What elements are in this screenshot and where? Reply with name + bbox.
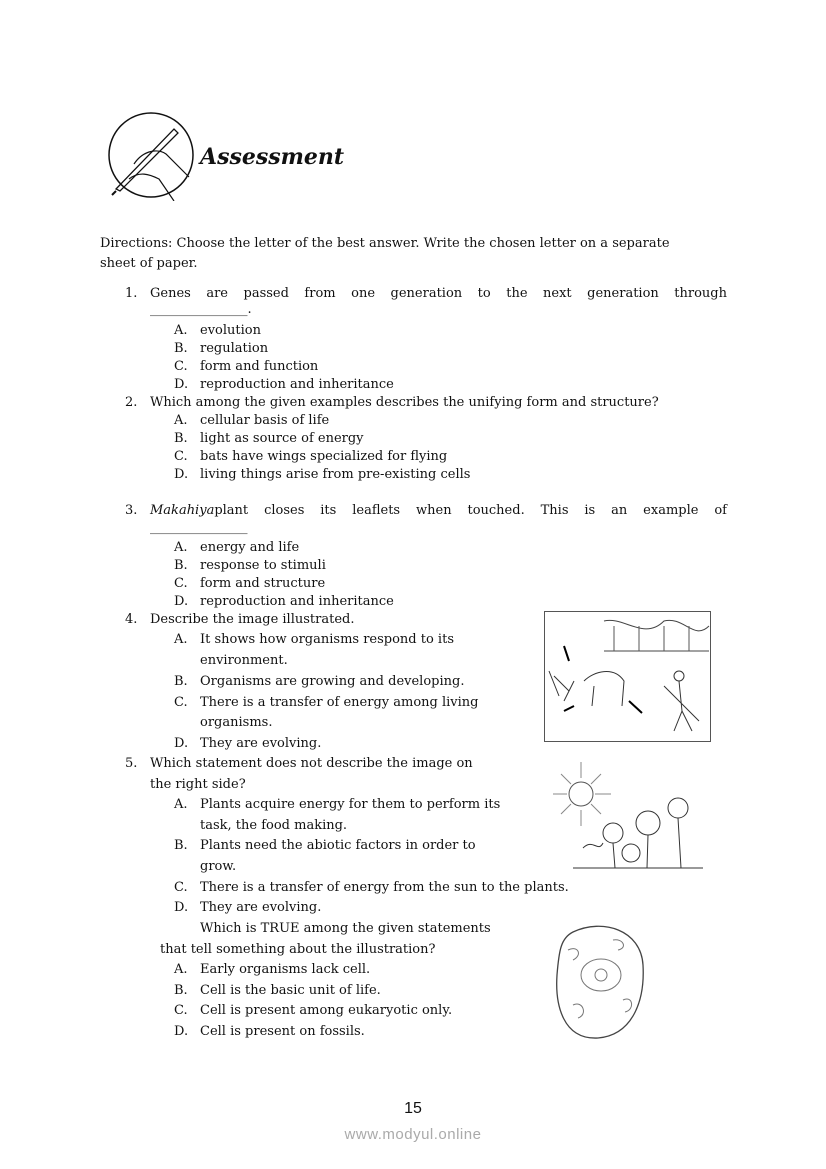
- option-text: reproduction and inheritance: [200, 377, 394, 392]
- question-text: that tell something about the illustration?: [160, 942, 436, 957]
- option-text: Plants acquire energy for them to perform its: [200, 797, 501, 812]
- directions-line: sheet of paper.: [100, 256, 198, 271]
- option-text: Early organisms lack cell.: [200, 962, 371, 977]
- option-letter: D.: [174, 594, 189, 609]
- option-letter: B.: [174, 674, 188, 689]
- question-number: 5.: [125, 756, 138, 771]
- option-text: response to stimuli: [200, 558, 326, 573]
- option-text: Organisms are growing and developing.: [200, 674, 465, 689]
- option-letter: D.: [174, 467, 189, 482]
- page-number: 15: [404, 1100, 422, 1117]
- option-letter: A.: [174, 962, 188, 977]
- option-text: reproduction and inheritance: [200, 594, 394, 609]
- option-text: form and function: [200, 359, 319, 374]
- option-text: light as source of energy: [200, 431, 364, 446]
- option-text: There is a transfer of energy among living: [200, 695, 479, 710]
- option-text: Cell is present among eukaryotic only.: [200, 1003, 453, 1018]
- question-text: Which is TRUE among the given statements: [200, 921, 491, 936]
- option-text: They are evolving.: [200, 736, 322, 751]
- option-letter: A.: [174, 540, 188, 555]
- option-letter: D.: [174, 736, 189, 751]
- sun-and-plants-illustration: [553, 758, 705, 874]
- answer-blank: _______________: [150, 520, 248, 535]
- option-text: grow.: [200, 859, 237, 874]
- option-text: evolution: [200, 323, 261, 338]
- option-letter: C.: [174, 695, 188, 710]
- option-text: bats have wings specialized for flying: [200, 449, 448, 464]
- option-letter: B.: [174, 558, 188, 573]
- answer-blank: _______________.: [150, 302, 252, 317]
- option-text: regulation: [200, 341, 269, 356]
- question-number: 3.: [125, 503, 138, 518]
- option-letter: C.: [174, 880, 188, 895]
- question-number: 1.: [125, 286, 138, 301]
- option-text: energy and life: [200, 540, 300, 555]
- option-letter: A.: [174, 632, 188, 647]
- hand-writing-pencil-icon: [104, 109, 200, 201]
- option-letter: B.: [174, 341, 188, 356]
- option-letter: C.: [174, 359, 188, 374]
- option-text: It shows how organisms respond to its: [200, 632, 454, 647]
- option-text: organisms.: [200, 715, 273, 730]
- food-chain-illustration: [544, 611, 712, 743]
- option-letter: C.: [174, 449, 188, 464]
- option-letter: C.: [174, 1003, 188, 1018]
- question-text: Genes are passed from one generation to the next generation through: [150, 286, 727, 301]
- option-letter: A.: [174, 413, 188, 428]
- option-letter: D.: [174, 900, 189, 915]
- website-watermark[interactable]: www.modyul.online: [344, 1126, 482, 1143]
- option-letter: A.: [174, 323, 188, 338]
- option-letter: B.: [174, 983, 188, 998]
- option-text: Plants need the abiotic factors in order to: [200, 838, 476, 853]
- option-text: There is a transfer of energy from the sun to the plants.: [200, 880, 569, 895]
- option-text: task, the food making.: [200, 818, 348, 833]
- question-number: 2.: [125, 395, 138, 410]
- cell-illustration: [553, 920, 647, 1042]
- option-letter: C.: [174, 576, 188, 591]
- option-letter: B.: [174, 838, 188, 853]
- option-text: They are evolving.: [200, 900, 322, 915]
- option-text: cellular basis of life: [200, 413, 330, 428]
- directions-line: Directions: Choose the letter of the best answer. Write the chosen letter on a separate: [100, 236, 670, 251]
- question-text: the right side?: [150, 777, 246, 792]
- question-text: Which among the given examples describes the unifying form and structure?: [150, 395, 659, 410]
- option-text: Cell is the basic unit of life.: [200, 983, 381, 998]
- question-text: Describe the image illustrated.: [150, 612, 355, 627]
- option-letter: B.: [174, 431, 188, 446]
- question-text-rest: plant closes its leaflets when touched. This is an example of: [214, 503, 727, 518]
- page-title: Assessment: [200, 144, 345, 170]
- option-text: living things arise from pre-existing cells: [200, 467, 471, 482]
- question-text: Which statement does not describe the image on: [150, 756, 473, 771]
- question-text: [150, 502, 727, 520]
- option-letter: D.: [174, 377, 189, 392]
- option-letter: A.: [174, 797, 188, 812]
- option-text: form and structure: [200, 576, 326, 591]
- option-letter: D.: [174, 1024, 189, 1039]
- option-text: Cell is present on fossils.: [200, 1024, 365, 1039]
- option-text: environment.: [200, 653, 288, 668]
- question-number: 4.: [125, 612, 138, 627]
- plant-name: Makahiya: [150, 503, 215, 518]
